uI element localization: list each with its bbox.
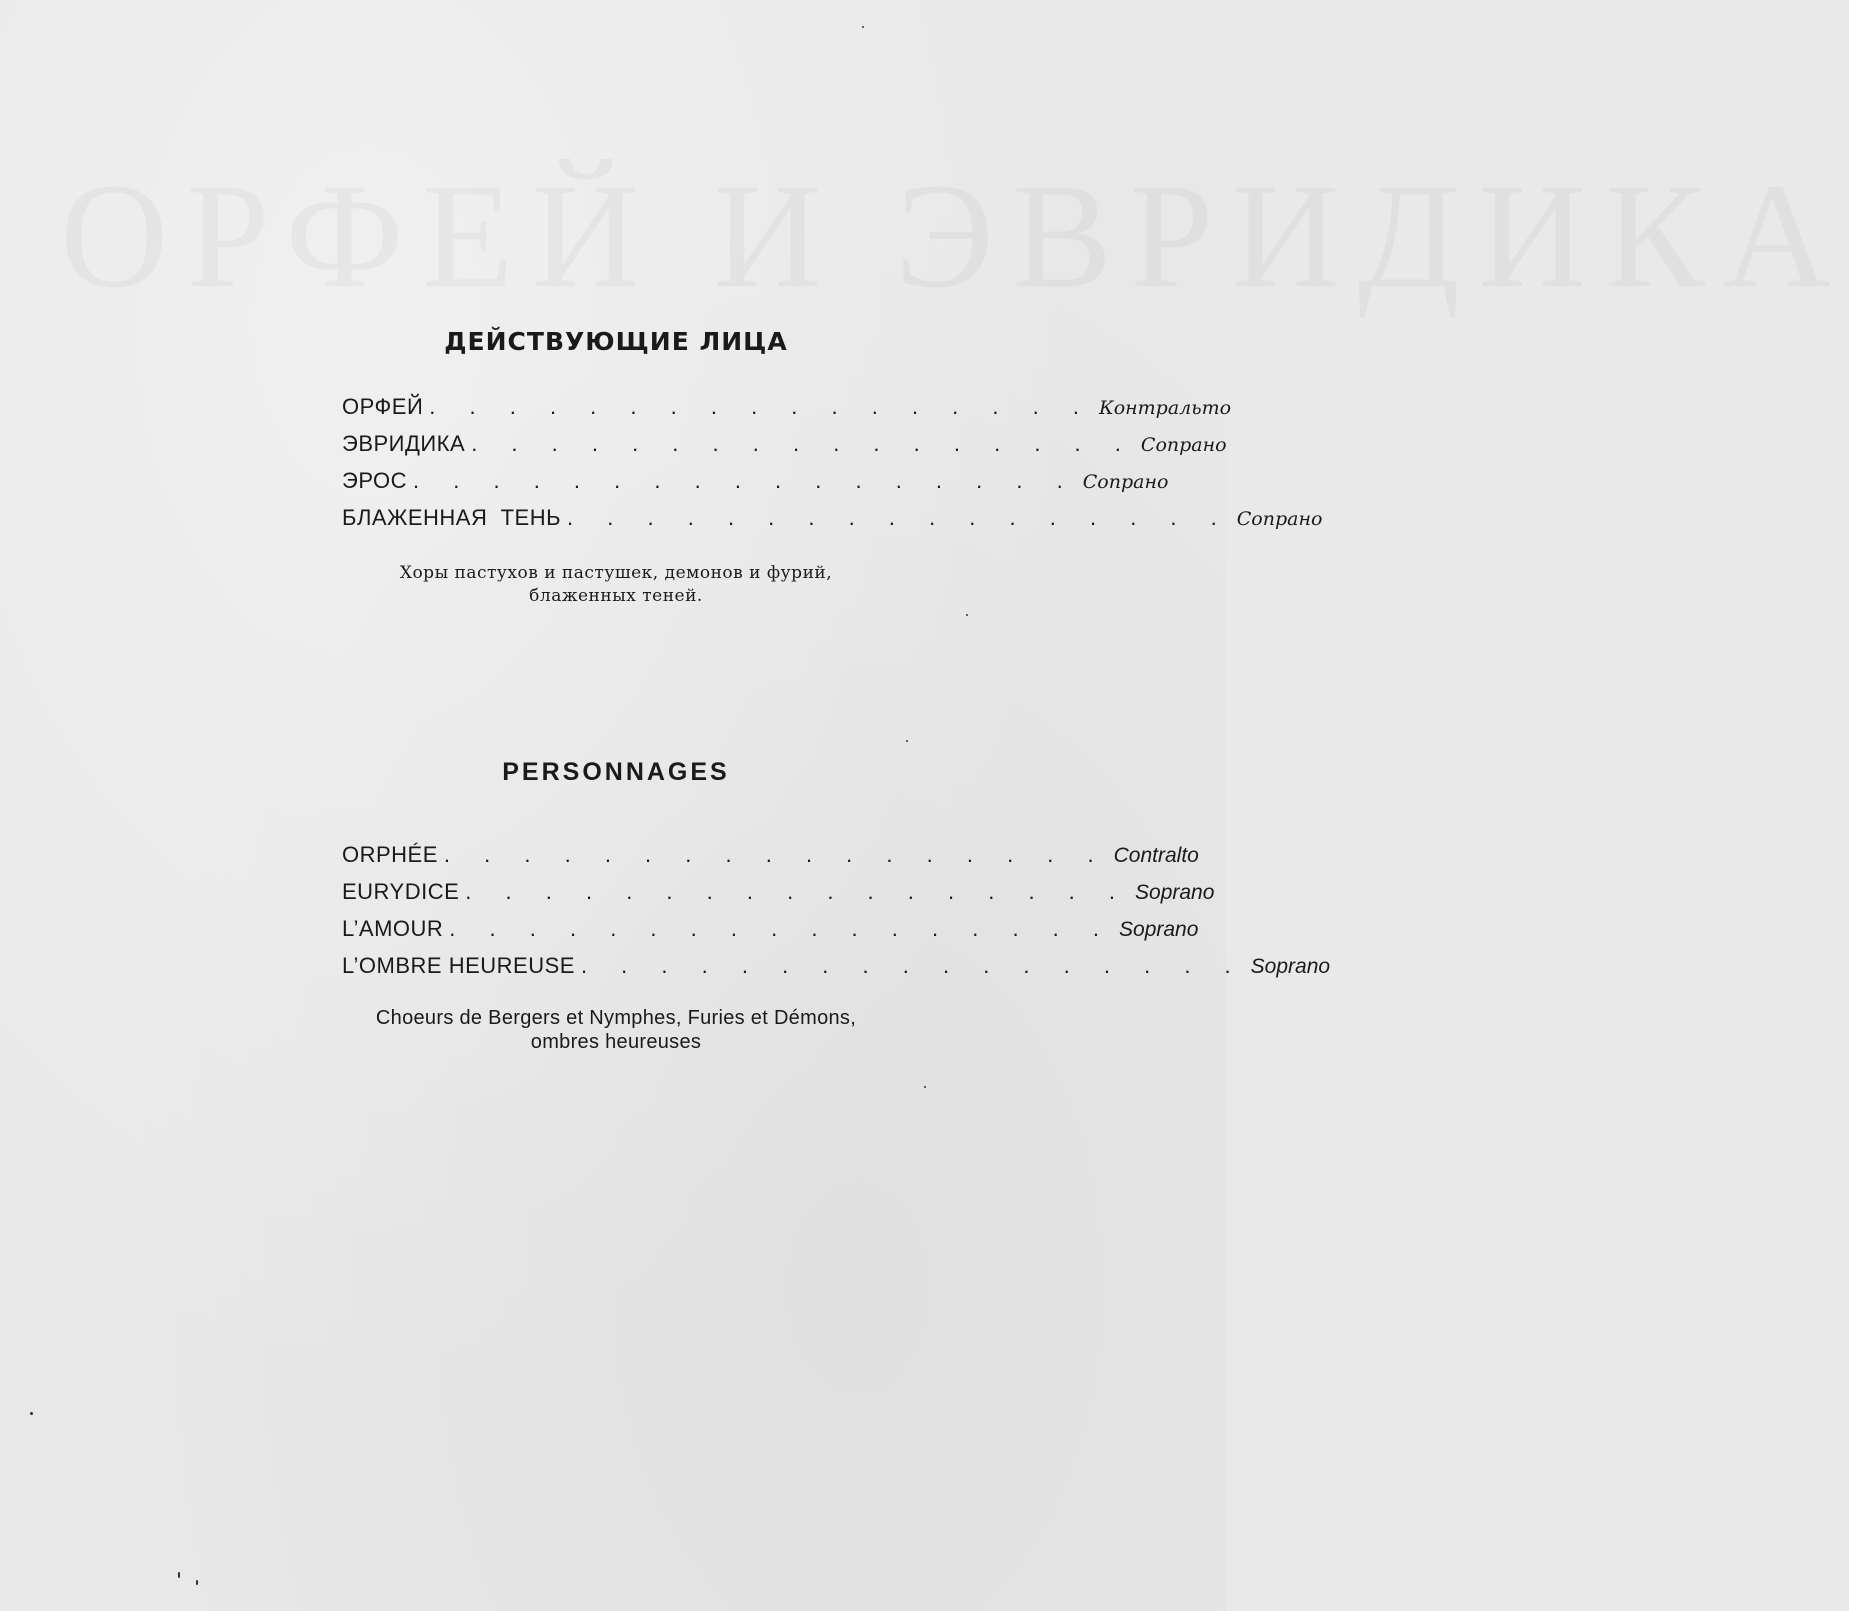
role-row bbox=[342, 394, 1232, 431]
role-row bbox=[342, 916, 1199, 953]
voice-type: Сопрано bbox=[1082, 471, 1169, 493]
heading-russian: ДЕЙСТВУЮЩИЕ ЛИЦА bbox=[444, 327, 788, 356]
heading-french: PERSONNAGES bbox=[502, 758, 730, 786]
role-name: EURYDICE bbox=[342, 879, 460, 904]
chorus-note-french bbox=[342, 1006, 890, 1054]
scan-speck bbox=[196, 1580, 198, 1585]
cast-list-french bbox=[342, 752, 1331, 1054]
role-name: ЭВРИДИКА bbox=[342, 431, 466, 456]
roles-french bbox=[342, 842, 1331, 990]
role-row bbox=[342, 431, 1227, 468]
role-row bbox=[342, 505, 1323, 542]
scan-speck bbox=[906, 740, 908, 742]
role-row bbox=[342, 468, 1169, 505]
role-row bbox=[342, 953, 1331, 990]
role-row bbox=[342, 879, 1215, 916]
dot-leader: . . . . . . . . . . . . . . . . . bbox=[580, 953, 1245, 978]
chorus-line: Choeurs de Bergers et Nymphes, Furies et Démons, bbox=[375, 1007, 857, 1029]
voice-type: Contralto bbox=[1113, 844, 1199, 867]
role-row bbox=[342, 842, 1199, 879]
dot-leader: . . . . . . . . . . . . . . . . . bbox=[465, 879, 1130, 904]
chorus-line: Хоры пастухов и пастушек, демонов и фурий, bbox=[399, 563, 833, 583]
voice-type: Soprano bbox=[1250, 955, 1331, 978]
show-through-watermark bbox=[60, 150, 1170, 322]
dot-leader: . . . . . . . . . . . . . . . . . bbox=[413, 468, 1077, 493]
role-name: L’OMBRE HEUREUSE bbox=[342, 953, 575, 978]
voice-type: Контральто bbox=[1098, 397, 1232, 419]
voice-type: Сопрано bbox=[1140, 434, 1227, 456]
role-name: ORPHÉE bbox=[342, 842, 438, 867]
voice-type: Сопрано bbox=[1236, 508, 1323, 530]
dot-leader: . . . . . . . . . . . . . . . . . bbox=[471, 431, 1135, 456]
dot-leader: . . . . . . . . . . . . . . . . . bbox=[567, 505, 1231, 530]
role-name: ОРФЕЙ bbox=[342, 394, 424, 419]
scan-speck bbox=[924, 1086, 926, 1088]
cast-list-russian bbox=[342, 322, 1323, 608]
chorus-note-russian bbox=[342, 562, 890, 608]
scan-speck bbox=[862, 26, 864, 28]
scan-speck bbox=[966, 614, 968, 616]
voice-type: Soprano bbox=[1119, 918, 1199, 941]
voice-type: Soprano bbox=[1135, 881, 1215, 904]
dot-leader: . . . . . . . . . . . . . . . . . bbox=[449, 916, 1114, 941]
chorus-line: блаженных теней. bbox=[529, 586, 703, 606]
dot-leader: . . . . . . . . . . . . . . . . . bbox=[443, 842, 1108, 867]
role-name: ЭРОС bbox=[342, 468, 408, 493]
dot-leader: . . . . . . . . . . . . . . . . . bbox=[429, 394, 1093, 419]
scan-speck bbox=[178, 1572, 180, 1578]
scan-speck bbox=[30, 1412, 33, 1415]
roles-russian bbox=[342, 394, 1323, 542]
role-name: L’AMOUR bbox=[342, 916, 444, 941]
chorus-line: ombres heureuses bbox=[530, 1031, 702, 1053]
role-name: БЛАЖЕННАЯ ТЕНЬ bbox=[342, 505, 562, 530]
